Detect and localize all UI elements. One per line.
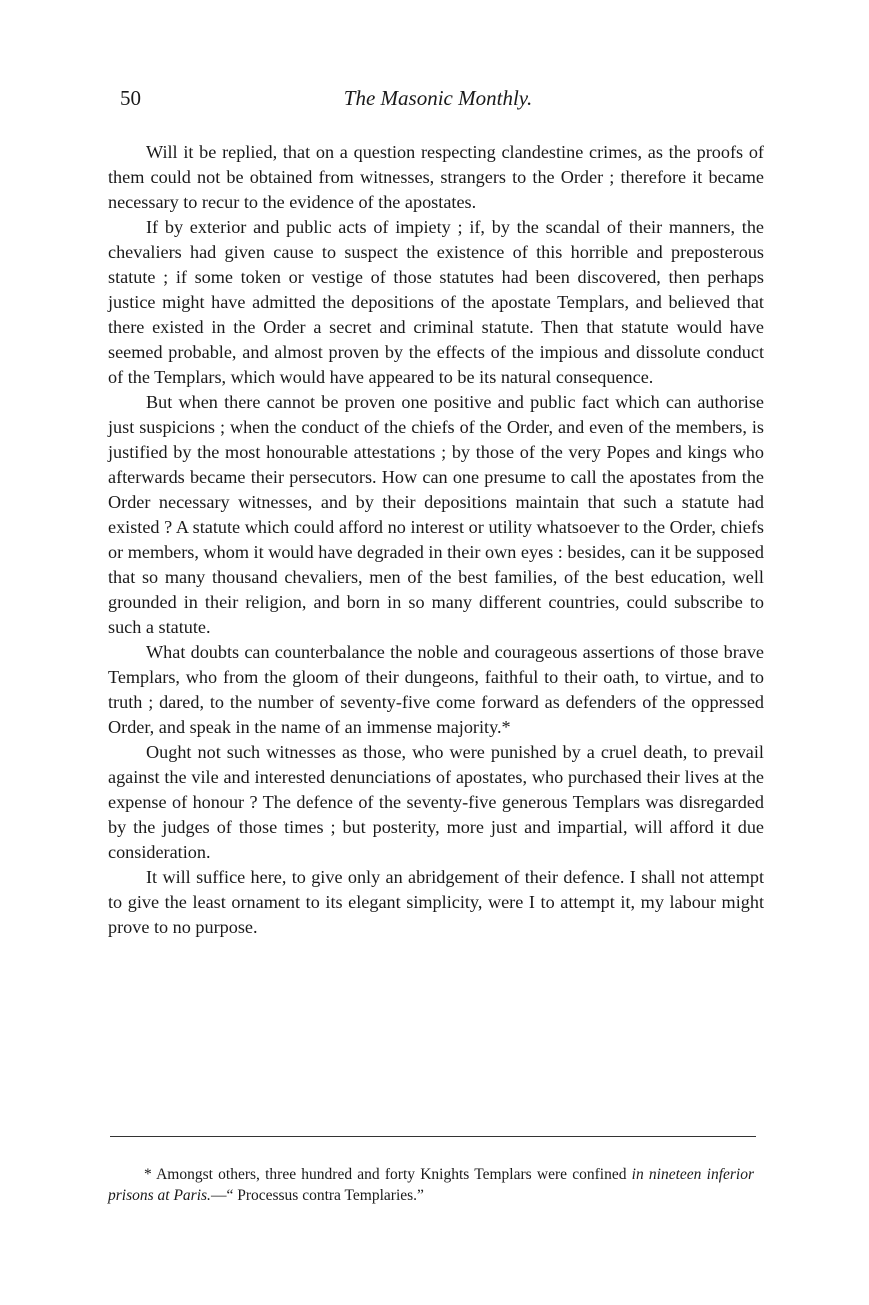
paragraph: If by exterior and public acts of impiety ; if, by the scandal of their manners, the chevaliers had given cause to suspect the existence of this horrible and preposterous statute ; if some token or vestige of those statutes had been discovered, then perhaps justice might have admitted the depositions of the apostate Templars, and believed that there existed in the Order a secret and criminal statute. Then that statute would have seemed probable, and almost proven by the effects of the impious and dissolute conduct of the Templars, which would have appeared to be its natural consequence. [108,217,764,387]
body-text [108,140,764,940]
footnote-divider [110,1136,756,1137]
footnote-text: Amongst others, three hundred and forty Knights Templars were confined [156,1166,627,1183]
paragraph: Ought not such witnesses as those, who were punished by a cruel death, to prevail against the vile and interested denunciations of apostates, who purchased their lives at the expense of honour ? The defence of the seventy-five generous Templars was disregarded by the judges of those times ; but posterity, more just and impartial, will afford it due consideration. [108,742,764,862]
footnote-italic-text: in nineteen inferior prisons at Paris. [108,1166,755,1204]
page-number: 50 [120,86,141,110]
page-header [108,86,768,116]
footnote-citation: —“ Processus contra Templaries.” [210,1187,424,1204]
footnote-mark: * [144,1166,152,1183]
paragraph: Will it be replied, that on a question respecting clandestine crimes, as the proofs of them could not be obtained from witnesses, strangers to the Order ; therefore it became necessary to recur to the evidence of the apostates. [108,142,764,212]
running-title: The Masonic Monthly. [343,86,533,110]
paragraph: It will suffice here, to give only an abridgement of their defence. I shall not attempt to give the least ornament to its elegant simplicity, were I to attempt it, my labour might prove to no purpose. [108,867,764,937]
paragraph: What doubts can counterbalance the noble and courageous assertions of those brave Templars, who from the gloom of their dungeons, faithful to their oath, to virtue, and to truth ; dared, to the number of seventy-five come forward as defenders of the oppressed Order, and speak in the name of an immense majority.* [108,642,764,737]
footnote [108,1164,754,1206]
paragraph: But when there cannot be proven one positive and public fact which can authorise just suspicions ; when the conduct of the chiefs of the Order, and even of the members, is justified by the most honourable attestations ; by those of the very Popes and kings who afterwards became their persecutors. How can one presume to call the apostates from the Order necessary witnesses, and by their depositions maintain that such a statute had existed ? A statute which could afford no interest or utility whatsoever to the Order, chiefs or members, whom it would have degraded in their own eyes : besides, can it be supposed that so many thousand chevaliers, men of the best families, of the best education, well grounded in their religion, and born in so many different countries, could subscribe to such a statute. [108,392,764,637]
